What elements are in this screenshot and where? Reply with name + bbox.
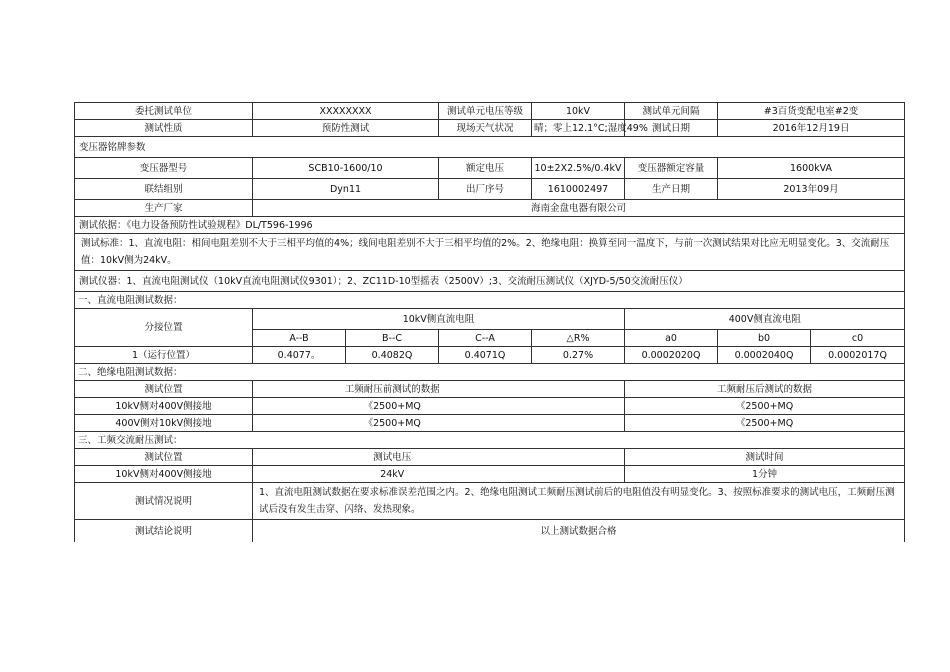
insulation-row <box>75 415 905 432</box>
situation-text: 1、直流电阻测试数据在要求标准误差范围之内。2、绝缘电阻测试工频耐压测试前后的电阻值没有明显变化。3、按照标准要求的测试电压，工频耐压测试后没有发生击穿、闪络、发热现象。 <box>253 483 905 520</box>
nature-value: 预防性测试 <box>253 120 439 137</box>
date-label: 测试日期 <box>625 120 718 137</box>
report-table <box>74 102 905 542</box>
header-row-2 <box>75 120 905 137</box>
dc-value: 0.4071Q <box>439 347 532 364</box>
insulation-row <box>75 398 905 415</box>
dc-value: 0.0002020Q <box>625 347 718 364</box>
dc-title-row <box>75 292 905 309</box>
capacity-label: 变压器额定容量 <box>625 158 718 179</box>
test-report <box>74 102 904 542</box>
serial-label: 出厂序号 <box>439 179 532 200</box>
ac-voltage-label: 测试电压 <box>253 449 532 466</box>
test-standard: 测试标准：1、直流电阻：相间电阻差别不大于三相平均值的4%；线间电阻差别不大于三相平均值的2%。2、绝缘电阻：换算至同一温度下，与前一次测试结果对比应无明显变化。3、交流耐压值：10kV侧为24kV。 <box>75 234 905 271</box>
ac-data-row <box>75 466 905 483</box>
standard-row <box>75 234 905 271</box>
voltage-label: 测试单元电压等级 <box>439 103 532 120</box>
dc-value: 0.0002040Q <box>718 347 811 364</box>
conclusion-label: 测试结论说明 <box>75 520 253 543</box>
ac-voltage: 24kV <box>253 466 532 483</box>
ac-pos: 10kV侧对400V侧接地 <box>75 466 253 483</box>
ac-title-row <box>75 432 905 449</box>
col-a0: a0 <box>625 330 718 347</box>
tap-position-label: 分接位置 <box>75 309 253 347</box>
situation-row <box>75 483 905 520</box>
situation-label: 测试情况说明 <box>75 483 253 520</box>
prod-date-label: 生产日期 <box>625 179 718 200</box>
basis-row <box>75 217 905 234</box>
unit-label: 委托测试单位 <box>75 103 253 120</box>
insulation-before: 《2500+MQ <box>253 398 532 415</box>
nameplate-row-3 <box>75 200 905 217</box>
interval-value: #3百货变配电室#2变 <box>718 103 905 120</box>
date-value: 2016年12月19日 <box>718 120 905 137</box>
test-basis: 测试依据：《电力设备预防性试验规程》DL/T596-1996 <box>75 217 905 234</box>
rated-voltage-label: 额定电压 <box>439 158 532 179</box>
hv-dc-label: 10kV侧直流电阻 <box>253 309 625 330</box>
group-label: 联结组别 <box>75 179 253 200</box>
ac-pos-label: 测试位置 <box>75 449 253 466</box>
conclusion-row <box>75 520 905 543</box>
insulation-title-row <box>75 364 905 381</box>
insulation-section-title: 二、绝缘电阻测试数据： <box>75 364 905 381</box>
model-value: SCB10-1600/10 <box>253 158 439 179</box>
interval-label: 测试单元间隔 <box>625 103 718 120</box>
dc-value: 0.4082Q <box>346 347 439 364</box>
before-label: 工频耐压前测试的数据 <box>253 381 532 398</box>
insulation-pos: 10kV侧对400V侧接地 <box>75 398 253 415</box>
insulation-pos: 400V侧对10kV侧接地 <box>75 415 253 432</box>
ac-head-row <box>75 449 905 466</box>
col-b-c: B--C <box>346 330 439 347</box>
insulation-after: 《2500+MQ <box>625 415 905 432</box>
dc-value: 0.4077。 <box>253 347 346 364</box>
col-a-b: A--B <box>253 330 346 347</box>
serial-value: 1610002497 <box>532 179 625 200</box>
ac-time: 1分钟 <box>625 466 905 483</box>
nature-label: 测试性质 <box>75 120 253 137</box>
nameplate-row-1 <box>75 158 905 179</box>
conclusion-text: 以上测试数据合格 <box>253 520 905 543</box>
unit-value: XXXXXXXX <box>253 103 439 120</box>
maker-value: 海南金盘电器有限公司 <box>253 200 905 217</box>
dc-head-row-1 <box>75 309 905 330</box>
col-c-a: C--A <box>439 330 532 347</box>
insulation-before: 《2500+MQ <box>253 415 532 432</box>
weather-value: 晴；零上12.1°C;湿度49% <box>532 120 625 137</box>
after-label: 工频耐压后测试的数据 <box>625 381 905 398</box>
insulation-after: 《2500+MQ <box>625 398 905 415</box>
col-c0: c0 <box>811 330 905 347</box>
dc-data-row <box>75 347 905 364</box>
dc-value: 0.0002017Q <box>811 347 905 364</box>
nameplate-title: 变压器铭牌参数 <box>75 137 905 158</box>
ac-time-label: 测试时间 <box>625 449 905 466</box>
test-instruments: 测试仪器：1、直流电阻测试仪（10kV直流电阻测试仪9301）；2、ZC11D-10型摇表（2500V）;3、交流耐压测试仪（XJYD-5/50交流耐压仪） <box>75 271 905 292</box>
instruments-row <box>75 271 905 292</box>
capacity-value: 1600kVA <box>718 158 905 179</box>
insulation-pos-label: 测试位置 <box>75 381 253 398</box>
model-label: 变压器型号 <box>75 158 253 179</box>
maker-label: 生产厂家 <box>75 200 253 217</box>
dc-row-label: 1（运行位置） <box>75 347 253 364</box>
col-hv-delta: △R% <box>532 330 625 347</box>
weather-label: 现场天气状况 <box>439 120 532 137</box>
dc-section-title: 一、直流电阻测试数据： <box>75 292 905 309</box>
header-row-1 <box>75 103 905 120</box>
nameplate-row-2 <box>75 179 905 200</box>
ac-section-title: 三、工频交流耐压测试： <box>75 432 905 449</box>
group-value: Dyn11 <box>253 179 439 200</box>
rated-voltage-value: 10±2X2.5%/0.4kV <box>532 158 625 179</box>
col-b0: b0 <box>718 330 811 347</box>
insulation-head-row <box>75 381 905 398</box>
nameplate-title-row <box>75 137 905 158</box>
voltage-value: 10kV <box>532 103 625 120</box>
lv-dc-label: 400V侧直流电阻 <box>625 309 905 330</box>
prod-date-value: 2013年09月 <box>718 179 905 200</box>
dc-value: 0.27% <box>532 347 625 364</box>
